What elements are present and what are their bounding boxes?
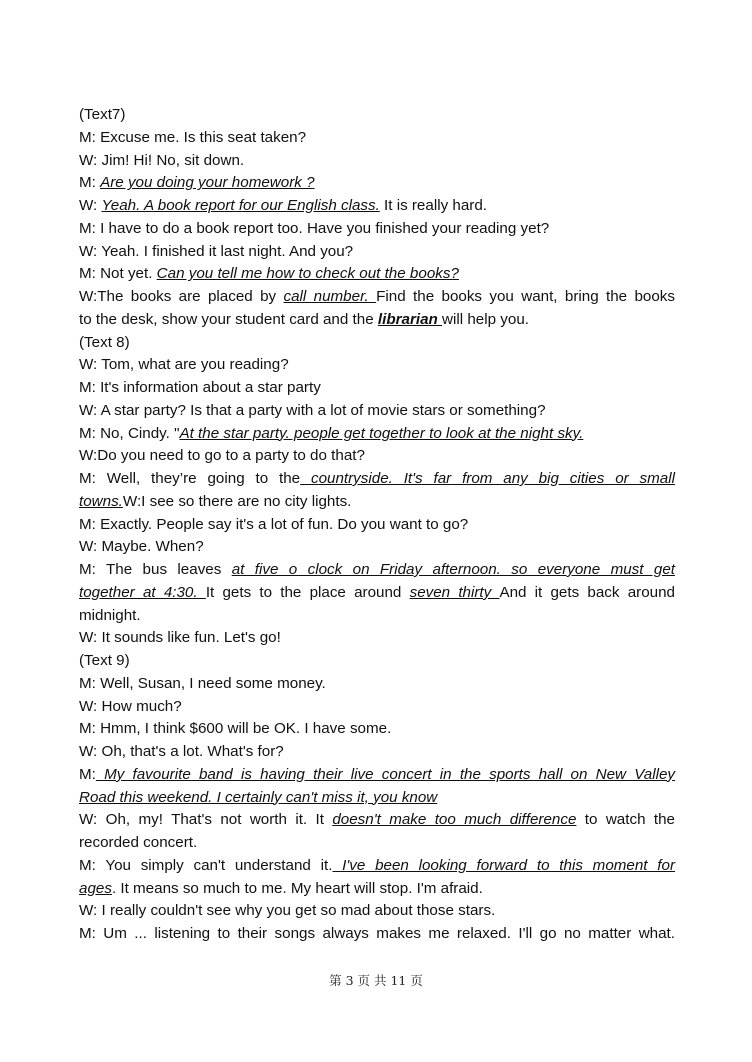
line-text: . It means so much to me. My heart will stop. I'm afraid.	[111, 879, 483, 897]
transcript-line	[79, 855, 675, 878]
underlined-answer: My favourite band is having their live concert in the sports hall on New Valley	[95, 765, 675, 783]
transcript-line	[79, 605, 675, 628]
underlined-answer: Can you tell me how to check out the books?	[156, 265, 459, 283]
underlined-answer: call number.	[283, 288, 377, 305]
transcript-line	[79, 423, 675, 446]
underlined-answer: I've been looking forward to this moment for	[332, 856, 676, 874]
underlined-answer: Are you doing your homework ?	[100, 174, 315, 192]
transcript-line	[79, 127, 675, 150]
line-text: It gets to the place around	[205, 583, 410, 601]
transcript-line	[79, 400, 675, 423]
line-text: It is really hard.	[379, 197, 488, 214]
line-text: M: I have to do a book report too. Have you finished your reading yet?	[79, 219, 550, 237]
transcript-line	[79, 150, 675, 173]
line-text: W: How much?	[79, 697, 182, 715]
line-text: W:	[79, 197, 102, 214]
line-text: W:I see so there are no city lights.	[122, 492, 352, 510]
transcript-line	[79, 514, 675, 537]
line-text: M: Hmm, I think $600 will be OK. I have some.	[79, 720, 392, 738]
line-text: M: Well, Susan, I need some money.	[79, 674, 326, 692]
underlined-answer: countryside. It's far from any big cities or small	[300, 470, 675, 487]
line-text: M: It's information about a star party	[79, 379, 321, 396]
line-text: Find the books you want, bring the books	[376, 288, 675, 305]
underlined-answer: towns.	[79, 492, 123, 510]
transcript-line	[79, 764, 675, 787]
transcript-line	[79, 218, 675, 241]
transcript-line	[79, 673, 675, 696]
line-text: W: Maybe. When?	[79, 538, 204, 556]
transcript-line	[79, 468, 675, 491]
transcript-line	[79, 377, 675, 400]
transcript-line	[79, 354, 675, 377]
line-text: W: I really couldn't see why you get so mad about those stars.	[79, 902, 496, 920]
underlined-answer: Yeah. A book report for our English class.	[101, 197, 380, 214]
transcript-line	[79, 104, 675, 127]
underlined-answer: ages	[79, 879, 112, 897]
line-text: W: Tom, what are you reading?	[79, 356, 289, 374]
line-text: midnight.	[79, 606, 141, 624]
line-text: W: A star party? Is that a party with a lot of movie stars or something?	[79, 401, 546, 419]
line-text: W: Jim! Hi! No, sit down.	[79, 151, 245, 169]
transcript-line	[79, 332, 675, 355]
transcript-line	[79, 286, 675, 309]
transcript-line	[79, 582, 675, 605]
transcript-line	[79, 445, 675, 468]
transcript-line	[79, 832, 675, 855]
transcript-line	[79, 741, 675, 764]
line-text: M: The bus leaves	[79, 561, 232, 578]
underlined-answer: Road this weekend. I certainly can't miss it, you know	[79, 788, 438, 806]
transcript-line	[79, 696, 675, 719]
transcript-line	[79, 627, 675, 650]
underlined-answer: at five o clock on Friday afternoon. so everyone must get	[231, 561, 675, 578]
document-body	[79, 104, 675, 946]
line-text: M: Not yet.	[79, 265, 157, 283]
line-text: to watch the	[576, 811, 675, 829]
transcript-line	[79, 491, 675, 514]
line-text: W:The books are placed by	[79, 288, 284, 305]
transcript-line	[79, 559, 675, 582]
line-text: M: Exactly. People say it's a lot of fun. Do you want to go?	[79, 515, 469, 533]
line-text: W:Do you need to go to a party to do that?	[79, 447, 365, 465]
underlined-answer: together at 4:30.	[79, 583, 206, 601]
underlined-answer: seven thirty	[409, 583, 500, 601]
line-text: to the desk, show your student card and the	[79, 310, 378, 328]
transcript-line	[79, 718, 675, 741]
line-text: M: Um ... listening to their songs always makes me relaxed. I'll go no matter what.	[79, 925, 675, 942]
line-text: W: Oh, that's a lot. What's for?	[79, 743, 284, 760]
transcript-line	[79, 923, 675, 946]
line-text: recorded concert.	[79, 834, 198, 851]
transcript-line	[79, 809, 675, 832]
transcript-line	[79, 878, 675, 901]
transcript-line	[79, 263, 675, 286]
line-text: M:	[79, 765, 96, 783]
line-text: (Text 9)	[79, 652, 130, 669]
line-text: W: It sounds like fun. Let's go!	[79, 629, 281, 647]
line-text: M: No, Cindy. "	[79, 424, 180, 442]
underlined-answer: librarian	[377, 310, 443, 328]
underlined-answer: At the star party. people get together to look at the night sky.	[179, 424, 584, 442]
line-text: (Text7)	[79, 106, 126, 123]
line-text: M:	[79, 174, 101, 192]
transcript-line	[79, 241, 675, 264]
transcript-line	[79, 536, 675, 559]
line-text: will help you.	[442, 310, 529, 328]
line-text: And it gets back around	[499, 583, 675, 601]
transcript-line	[79, 650, 675, 673]
page-footer: 第 3 页 共 11 页	[329, 973, 423, 988]
transcript-line	[79, 172, 675, 195]
line-text: M: Well, they’re going to the	[79, 470, 301, 487]
line-text: M: Excuse me. Is this seat taken?	[79, 128, 307, 146]
line-text: W: Yeah. I finished it last night. And you?	[79, 242, 354, 260]
transcript-line	[79, 195, 675, 218]
underlined-answer: doesn't make too much difference	[332, 811, 577, 829]
transcript-line	[79, 900, 675, 923]
transcript-line	[79, 787, 675, 810]
line-text: W: Oh, my! That's not worth it. It	[79, 811, 333, 829]
line-text: (Text 8)	[79, 333, 130, 351]
transcript-line	[79, 309, 675, 332]
line-text: M: You simply can't understand it.	[79, 856, 333, 874]
